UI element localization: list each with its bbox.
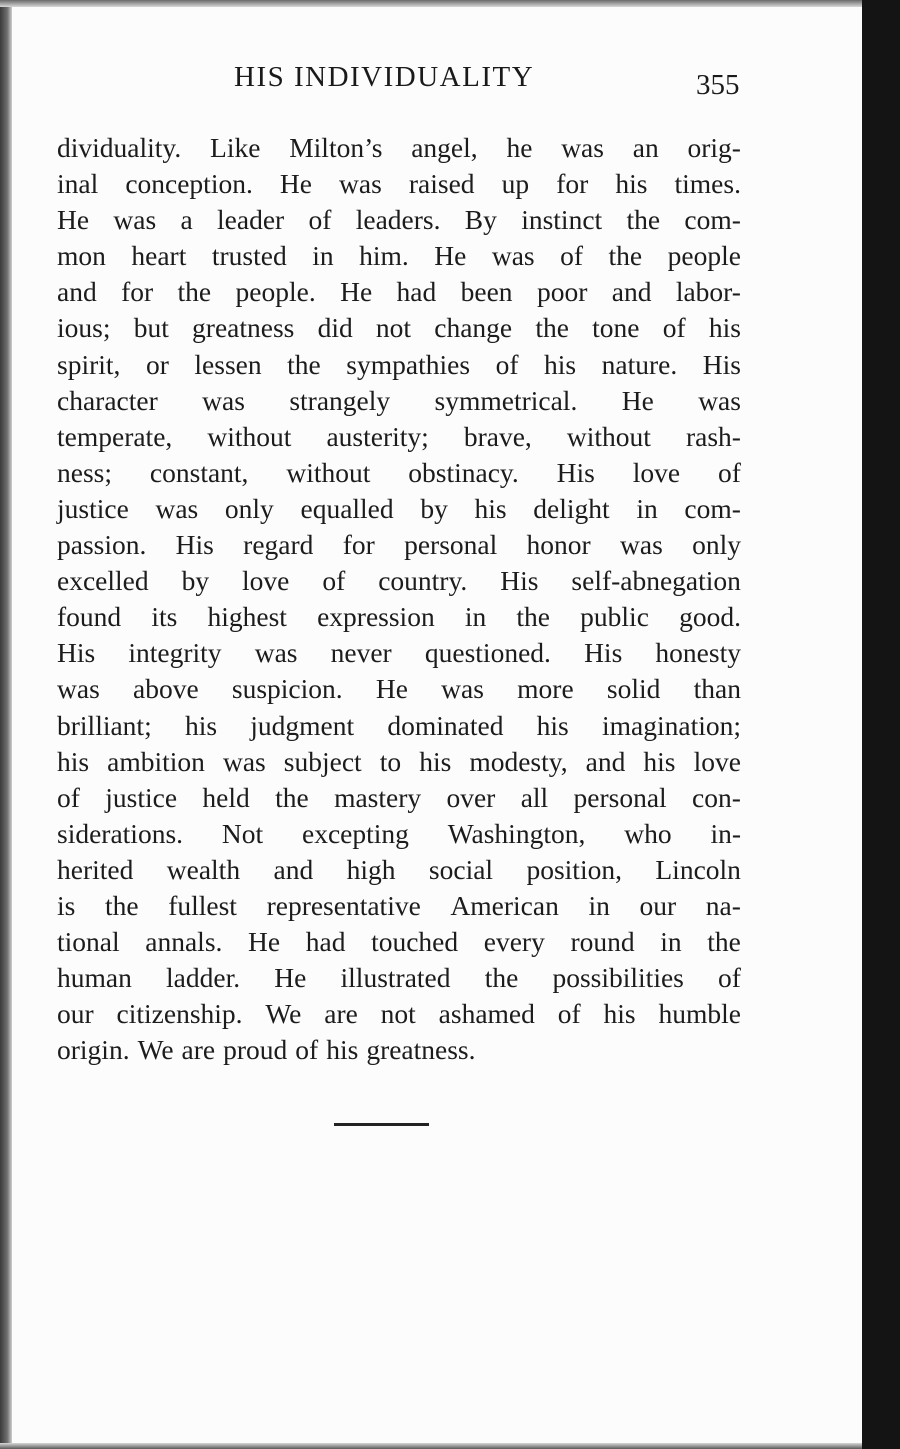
word: is (57, 889, 76, 921)
word: for (342, 529, 375, 561)
word: character (57, 384, 158, 416)
text-line (57, 635, 741, 671)
word: spirit, (57, 348, 121, 380)
word: not (375, 312, 412, 344)
word: are (181, 1034, 216, 1066)
word: not (380, 998, 416, 1030)
word: greatness. (366, 1034, 476, 1066)
word: over (446, 781, 496, 813)
word: his (474, 492, 507, 524)
word: strangely (289, 384, 391, 416)
word: equalled (300, 492, 394, 524)
right-scan-border (862, 0, 900, 1449)
word: rash- (685, 420, 741, 452)
word: the (275, 781, 309, 813)
word: to (379, 745, 402, 777)
word: orig- (687, 132, 741, 163)
word: without (286, 456, 371, 488)
word: self-abnegation (571, 565, 741, 597)
text-line (57, 202, 741, 238)
word: poor (536, 276, 588, 308)
word: was (441, 673, 484, 705)
book-page (12, 7, 862, 1443)
word: inal (57, 168, 99, 200)
word: for (556, 168, 589, 200)
page-number: 355 (696, 69, 740, 101)
word: and (273, 853, 314, 885)
word: people (667, 240, 741, 272)
word: social (428, 853, 494, 885)
text-line (57, 1032, 741, 1068)
word: of (57, 781, 80, 813)
word: the (516, 601, 551, 633)
word: his (643, 745, 676, 777)
word: up (501, 168, 530, 200)
text-line (57, 419, 741, 455)
word: trusted (211, 240, 287, 272)
word: His (556, 456, 595, 488)
word: was (202, 384, 245, 416)
word: in- (710, 817, 741, 849)
word: our (57, 998, 94, 1030)
text-line (57, 852, 741, 888)
word: heart (131, 240, 187, 272)
word: His (702, 348, 741, 380)
word: the (608, 240, 643, 272)
word: his (615, 168, 648, 200)
word: fullest (168, 889, 237, 921)
text-line (57, 563, 741, 599)
word: nature. (601, 348, 678, 380)
word: his (184, 709, 218, 741)
word: was (698, 384, 741, 416)
word: Like (210, 132, 261, 163)
word: representative (266, 889, 421, 921)
word: highest (207, 601, 287, 633)
word: suspicion. (231, 673, 343, 705)
word: angel, (411, 132, 478, 163)
word: honesty (655, 637, 741, 669)
word: leaders. (355, 204, 441, 236)
word: in (660, 926, 682, 958)
word: imagination; (601, 709, 741, 741)
word: raised (408, 168, 475, 200)
word: good. (679, 601, 741, 633)
word: his (603, 998, 636, 1030)
word: did (317, 312, 353, 344)
word: ashamed (438, 998, 535, 1030)
text-line (57, 599, 741, 635)
word: the (104, 889, 139, 921)
text-line (57, 491, 741, 527)
word: questioned. (424, 637, 551, 669)
word: constant, (149, 456, 249, 488)
word: com- (684, 204, 741, 236)
word: subject (283, 745, 362, 777)
text-line (57, 455, 741, 491)
word: mon (57, 240, 106, 272)
word: change (434, 312, 513, 344)
word: siderations. (57, 817, 184, 849)
text-line (57, 888, 741, 924)
word: herited (57, 853, 134, 885)
word: instinct (521, 204, 603, 236)
word: justice (105, 781, 178, 813)
word: in (588, 889, 610, 921)
word: wealth (166, 853, 241, 885)
word: of (718, 456, 741, 488)
running-title: HIS INDIVIDUALITY (234, 61, 535, 93)
word: was (491, 240, 535, 272)
word: than (693, 673, 741, 705)
text-line (57, 383, 741, 419)
word: an (632, 132, 659, 163)
word: mastery (334, 781, 422, 813)
word: every (483, 926, 545, 958)
word: in (636, 492, 658, 524)
word: personal (573, 781, 667, 813)
word: was (620, 529, 663, 561)
word: conception. (125, 168, 253, 200)
word: American (450, 889, 559, 921)
word: excepting (302, 817, 409, 849)
word: tone (592, 312, 640, 344)
text-line (57, 671, 741, 707)
word: more (517, 673, 574, 705)
text-line (57, 310, 741, 346)
word: possibilities (552, 962, 684, 994)
word: of (557, 998, 581, 1030)
word: judgment (250, 709, 355, 741)
word: He (621, 384, 654, 416)
word: in (464, 601, 487, 633)
word: was (339, 168, 382, 200)
word: proud (223, 1034, 288, 1066)
word: love (632, 456, 681, 488)
word: had (396, 276, 437, 308)
word: love (242, 565, 290, 597)
word: com- (684, 492, 741, 524)
word: was (561, 132, 604, 163)
word: temperate, (57, 420, 173, 452)
word: position, (526, 853, 622, 885)
word: na- (705, 889, 741, 921)
text-line (57, 924, 741, 960)
word: his (419, 745, 452, 777)
word: His (175, 529, 214, 561)
word: lessen (194, 348, 262, 380)
word: his (57, 745, 90, 777)
bottom-scan-edge (0, 1443, 900, 1449)
word: by (420, 492, 448, 524)
word: honor (526, 529, 591, 561)
word: our (639, 889, 677, 921)
word: a (180, 204, 193, 236)
word: was (155, 492, 199, 524)
word: and (611, 276, 652, 308)
word: He (274, 962, 307, 994)
text-line (57, 708, 741, 744)
word: Not (221, 817, 264, 849)
word: who (624, 817, 672, 849)
word: times. (674, 168, 741, 200)
word: We (265, 998, 302, 1030)
word: personal (404, 529, 498, 561)
word: for (121, 276, 154, 308)
word: We (137, 1034, 174, 1066)
word: dividuality. (57, 132, 182, 163)
word: symmetrical. (434, 384, 578, 416)
word: citizenship. (116, 998, 243, 1030)
word: excelled (57, 565, 149, 597)
word: His (584, 637, 623, 669)
word: humble (658, 998, 741, 1030)
word: of (308, 204, 332, 236)
word: His (500, 565, 539, 597)
word: the (626, 204, 661, 236)
word: the (535, 312, 569, 344)
word: ness; (57, 456, 112, 488)
word: of (322, 565, 346, 597)
word: are (324, 998, 358, 1030)
word: He (434, 240, 467, 272)
text-line (57, 744, 741, 780)
word: He (375, 673, 408, 705)
word: been (460, 276, 513, 308)
word: but (133, 312, 169, 344)
word: He (248, 926, 281, 958)
word: origin. (57, 1034, 130, 1066)
word: ious; (57, 312, 111, 344)
word: con- (692, 781, 741, 813)
word: delight (533, 492, 610, 524)
word: of (718, 962, 741, 994)
word: Milton’s (289, 132, 383, 163)
word: touched (371, 926, 459, 958)
word: of (560, 240, 584, 272)
word: ladder. (166, 962, 241, 994)
word: him. (359, 240, 409, 272)
word: by (181, 565, 210, 597)
word: Lincoln (655, 853, 741, 885)
word: He (57, 204, 90, 236)
word: justice (57, 492, 129, 524)
text-line (57, 780, 741, 816)
word: love (693, 745, 741, 777)
word: round (570, 926, 635, 958)
word: He (340, 276, 373, 308)
text-line (57, 960, 741, 996)
word: never (330, 637, 392, 669)
word: labor- (675, 276, 741, 308)
word: the (707, 926, 741, 958)
word: modesty, (469, 745, 568, 777)
word: dominated (387, 709, 504, 741)
word: was (254, 637, 298, 669)
word: he (506, 132, 533, 163)
section-end-rule (334, 1123, 429, 1126)
text-line (57, 816, 741, 852)
word: His (57, 637, 96, 669)
word: brilliant; (57, 709, 152, 741)
word: regard (243, 529, 314, 561)
word: was (222, 745, 266, 777)
word: sympathies (346, 348, 471, 380)
word: the (287, 348, 321, 380)
word: illustrated (340, 962, 451, 994)
word: solid (606, 673, 661, 705)
top-scan-edge (0, 0, 900, 7)
word: without (566, 420, 651, 452)
word: brave, (463, 420, 532, 452)
word: Washington, (447, 817, 586, 849)
word: human (57, 962, 132, 994)
word: of (662, 312, 686, 344)
word: was (113, 204, 157, 236)
body-paragraph (57, 130, 741, 1068)
word: passion. (57, 529, 147, 561)
word: held (202, 781, 250, 813)
word: found (57, 601, 122, 633)
text-line (57, 996, 741, 1032)
word: He (279, 168, 312, 200)
word: was (57, 673, 100, 705)
word: ambition (107, 745, 205, 777)
word: the (484, 962, 519, 994)
word: public (580, 601, 649, 633)
word: the (177, 276, 212, 308)
word: his (544, 348, 577, 380)
word: its (151, 601, 178, 633)
word: only (224, 492, 274, 524)
word: By (464, 204, 497, 236)
word: without (207, 420, 292, 452)
word: expression (317, 601, 435, 633)
text-line (57, 347, 741, 383)
word: annals. (145, 926, 223, 958)
word: or (145, 348, 169, 380)
word: obstinacy. (408, 456, 519, 488)
word: and (57, 276, 97, 308)
word: of (495, 348, 519, 380)
word: high (346, 853, 396, 885)
word: leader (217, 204, 285, 236)
text-line (57, 238, 741, 274)
word: integrity (128, 637, 222, 669)
word: all (520, 781, 549, 813)
word: his (708, 312, 741, 344)
text-line (57, 274, 741, 310)
word: of (295, 1034, 319, 1066)
word: country. (378, 565, 468, 597)
word: his (326, 1034, 359, 1066)
word: only (692, 529, 741, 561)
word: above (133, 673, 199, 705)
text-line (57, 130, 741, 166)
word: tional (57, 926, 120, 958)
text-line (57, 527, 741, 563)
left-scan-edge (0, 0, 12, 1449)
word: in (312, 240, 334, 272)
word: people. (235, 276, 316, 308)
word: greatness (192, 312, 295, 344)
word: and (585, 745, 626, 777)
word: had (305, 926, 346, 958)
word: his (536, 709, 569, 741)
word: austerity; (326, 420, 429, 452)
text-line (57, 166, 741, 202)
